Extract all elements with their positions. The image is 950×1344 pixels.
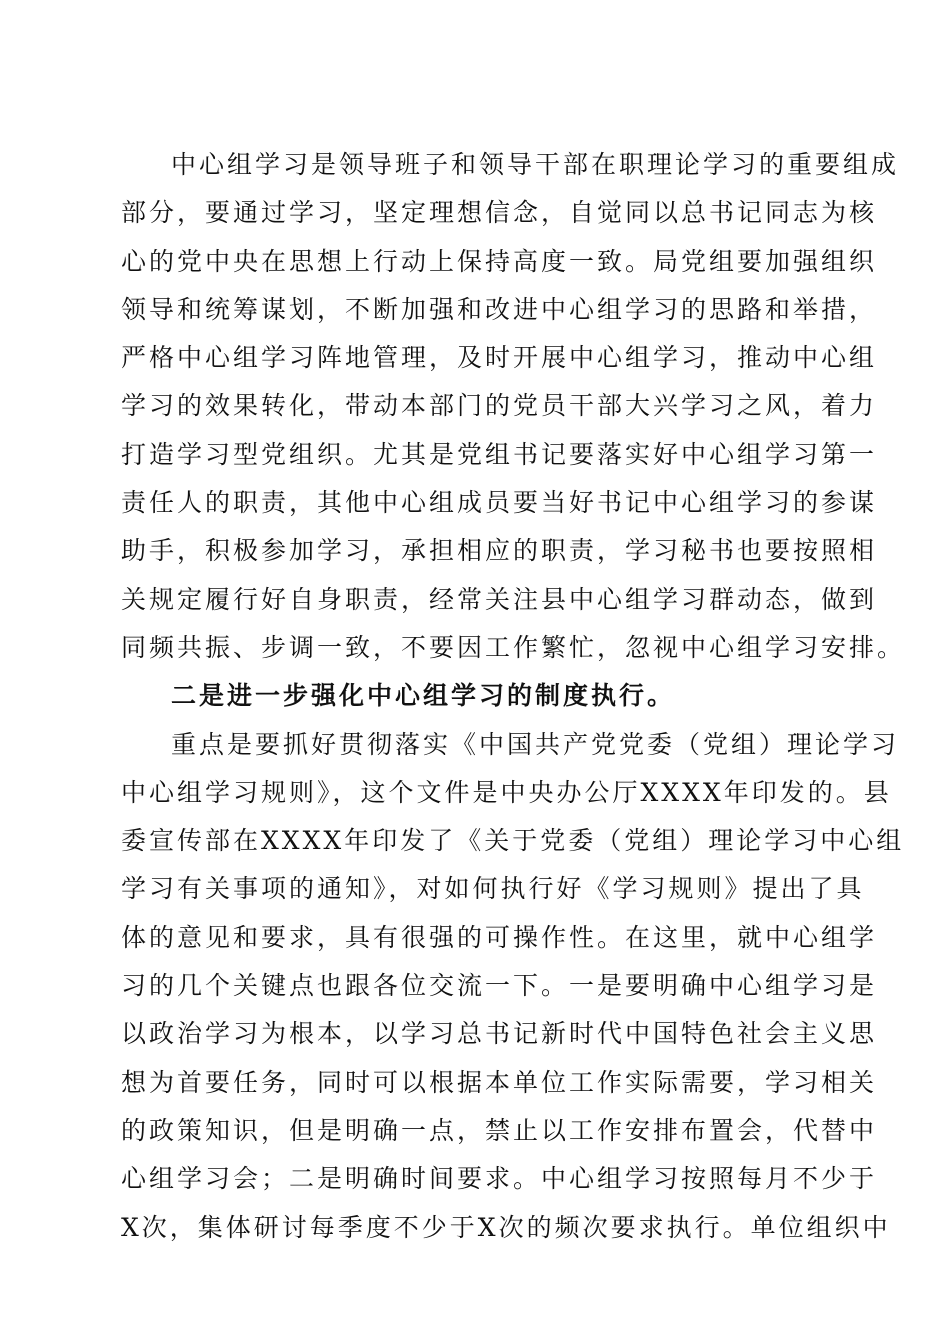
paragraph-1-line-3: 心的党中央在思想上行动上保持高度一致。局党组要加强组织 xyxy=(121,246,878,276)
paragraph-1-line-6: 学习的效果转化，带动本部门的党员干部大兴学习之风，着力 xyxy=(121,391,878,421)
paragraph-2-line-6: 习的几个关键点也跟各位交流一下。一是要明确中心组学习是 xyxy=(121,971,878,1001)
paragraph-2-line-9: 的政策知识，但是明确一点，禁止以工作安排布置会，代替中 xyxy=(121,1115,878,1145)
section-heading xyxy=(121,672,823,720)
section-heading-text: 二是进一步强化中心组学习的制度执行。 xyxy=(171,681,676,711)
paragraph-1-line-9: 助手，积极参加学习，承担相应的职责，学习秘书也要按照相 xyxy=(121,536,878,566)
paragraph-2-line-7: 以政治学习为根本，以学习总书记新时代中国特色社会主义思 xyxy=(121,1019,878,1049)
paragraph-2 xyxy=(121,721,905,1252)
paragraph-1-line-4: 领导和统筹谋划，不断加强和改进中心组学习的思路和举措， xyxy=(121,294,878,324)
paragraph-2-line-4: 学习有关事项的通知》，对如何执行好《学习规则》提出了具 xyxy=(121,874,865,904)
paragraph-2-line-8: 想为首要任务，同时可以根据本单位工作实际需要，学习相关 xyxy=(121,1067,878,1097)
paragraph-1-line-1: 中心组学习是领导班子和领导干部在职理论学习的重要组成 xyxy=(171,150,900,179)
paragraph-1-line-7: 打造学习型党组织。尤其是党组书记要落实好中心组学习第一 xyxy=(121,439,878,469)
paragraph-2-line-2: 中心组学习规则》，这个文件是中央办公厅XXXX年印发的。县 xyxy=(121,777,892,807)
paragraph-2-line-1: 重点是要抓好贯彻落实《中国共产党党委（党组）理论学习 xyxy=(171,729,900,759)
document-body xyxy=(121,141,906,1252)
paragraph-1-line-10: 关规定履行好自身职责，经常关注县中心组学习群动态，做到 xyxy=(121,584,878,614)
paragraph-1-line-8: 责任人的职责，其他中心组成员要当好书记中心组学习的参谋 xyxy=(121,488,878,518)
paragraph-2-line-5: 体的意见和要求，具有很强的可操作性。在这里，就中心组学 xyxy=(121,922,878,952)
paragraph-2-line-10: 心组学习会；二是明确时间要求。中心组学习按照每月不少于 xyxy=(121,1164,878,1194)
paragraph-2-line-11: X次，集体研讨每季度不少于X次的频次要求执行。单位组织中 xyxy=(121,1212,891,1242)
paragraph-2-line-3: 委宣传部在XXXX年印发了《关于党委（党组）理论学习中心组 xyxy=(121,826,905,856)
paragraph-1 xyxy=(121,141,906,672)
paragraph-1-line-5: 严格中心组学习阵地管理，及时开展中心组学习，推动中心组 xyxy=(121,343,878,373)
paragraph-1-line-11: 同频共振、步调一致，不要因工作繁忙，忽视中心组学习安排。 xyxy=(121,632,906,662)
paragraph-1-line-2: 部分，要通过学习，坚定理想信念，自觉同以总书记同志为核 xyxy=(121,198,878,228)
